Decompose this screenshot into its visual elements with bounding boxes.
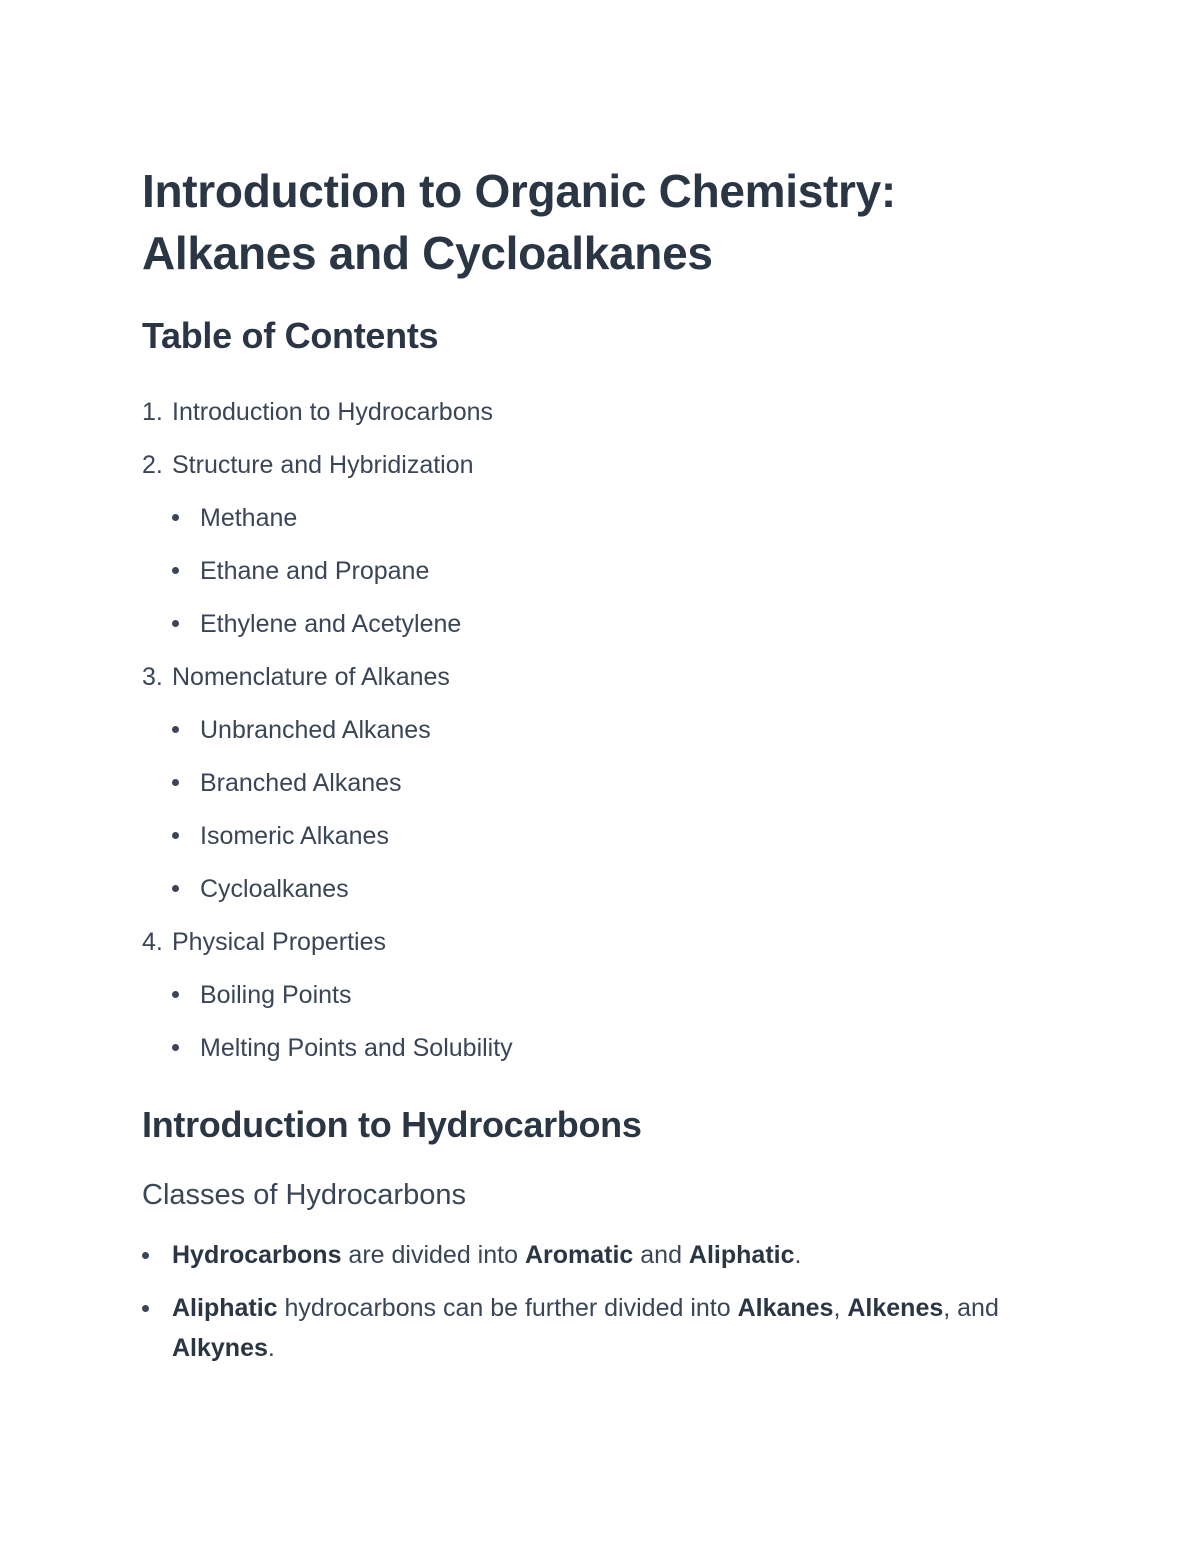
toc-subitem[interactable] xyxy=(142,969,1062,1022)
toc-subitem-label: Boiling Points xyxy=(200,981,352,1009)
body-text: are divided into xyxy=(341,1241,525,1269)
bold-term: Hydrocarbons xyxy=(172,1241,342,1269)
toc-subitem[interactable] xyxy=(142,545,1062,598)
bullet-icon xyxy=(172,726,179,733)
toc-subitem[interactable] xyxy=(142,598,1062,651)
body-text: . xyxy=(794,1241,802,1269)
bold-term: Alkynes xyxy=(172,1334,268,1362)
document-title xyxy=(142,160,1062,284)
bullet-icon xyxy=(172,832,179,839)
toc-subitem[interactable] xyxy=(142,757,1062,810)
toc-subitem[interactable] xyxy=(142,1022,1062,1075)
document-title-line1: Introduction to Organic Chemistry: xyxy=(142,165,896,217)
bullet-icon xyxy=(172,514,179,521)
toc-item-label: Physical Properties xyxy=(172,928,386,956)
toc-subitem-label: Melting Points and Solubility xyxy=(200,1034,513,1062)
bullet-icon xyxy=(172,885,179,892)
bullet-icon xyxy=(142,1252,149,1259)
toc-item[interactable] xyxy=(142,651,1062,704)
toc-subitem[interactable] xyxy=(142,492,1062,545)
toc-item[interactable] xyxy=(142,916,1062,969)
list-item xyxy=(142,1235,1062,1275)
bullet-icon xyxy=(172,620,179,627)
bullet-icon xyxy=(142,1305,149,1312)
bold-term: Alkenes xyxy=(847,1294,944,1322)
toc-item[interactable] xyxy=(142,386,1062,439)
toc-subitem-label: Branched Alkanes xyxy=(200,769,402,797)
bold-term: Aliphatic xyxy=(172,1294,278,1322)
bullet-icon xyxy=(172,567,179,574)
bold-term: Alkanes xyxy=(737,1294,834,1322)
body-text: , and xyxy=(943,1294,999,1322)
body-text: . xyxy=(267,1334,275,1362)
toc-subitem[interactable] xyxy=(142,810,1062,863)
toc-item[interactable] xyxy=(142,439,1062,492)
body-text: , xyxy=(833,1294,848,1322)
toc-item-label: Nomenclature of Alkanes xyxy=(172,663,450,691)
toc-item-label: Introduction to Hydrocarbons xyxy=(172,398,494,426)
document-title-line2: Alkanes and Cycloalkanes xyxy=(142,227,713,279)
bullet-icon xyxy=(172,1044,179,1051)
toc-item-number: 2. xyxy=(142,451,163,479)
toc-subitem-label: Unbranched Alkanes xyxy=(200,716,431,744)
body-text: and xyxy=(633,1241,689,1269)
bullet-icon xyxy=(172,991,179,998)
section-bullet-list xyxy=(142,1235,1062,1368)
list-item xyxy=(142,1288,1062,1368)
document-page xyxy=(142,160,1062,1381)
subsection-heading: Classes of Hydrocarbons xyxy=(142,1179,466,1211)
toc-item-number: 3. xyxy=(142,663,163,691)
bold-term: Aromatic xyxy=(524,1241,634,1269)
toc-subitem[interactable] xyxy=(142,863,1062,916)
toc-item-label: Structure and Hybridization xyxy=(172,451,474,479)
toc-heading: Table of Contents xyxy=(142,315,439,356)
toc-item-number: 4. xyxy=(142,928,163,956)
body-text: hydrocarbons can be further divided into xyxy=(277,1294,738,1322)
table-of-contents xyxy=(142,386,1062,1075)
toc-subitem-label: Cycloalkanes xyxy=(200,875,349,903)
toc-item-number: 1. xyxy=(142,398,163,426)
bold-term: Aliphatic xyxy=(688,1241,795,1269)
toc-subitem-label: Isomeric Alkanes xyxy=(200,822,389,850)
toc-subitem-label: Ethylene and Acetylene xyxy=(200,610,462,638)
bullet-icon xyxy=(172,779,179,786)
toc-subitem[interactable] xyxy=(142,704,1062,757)
section-heading: Introduction to Hydrocarbons xyxy=(142,1104,642,1145)
toc-subitem-label: Methane xyxy=(200,504,298,532)
toc-subitem-label: Ethane and Propane xyxy=(200,557,430,585)
